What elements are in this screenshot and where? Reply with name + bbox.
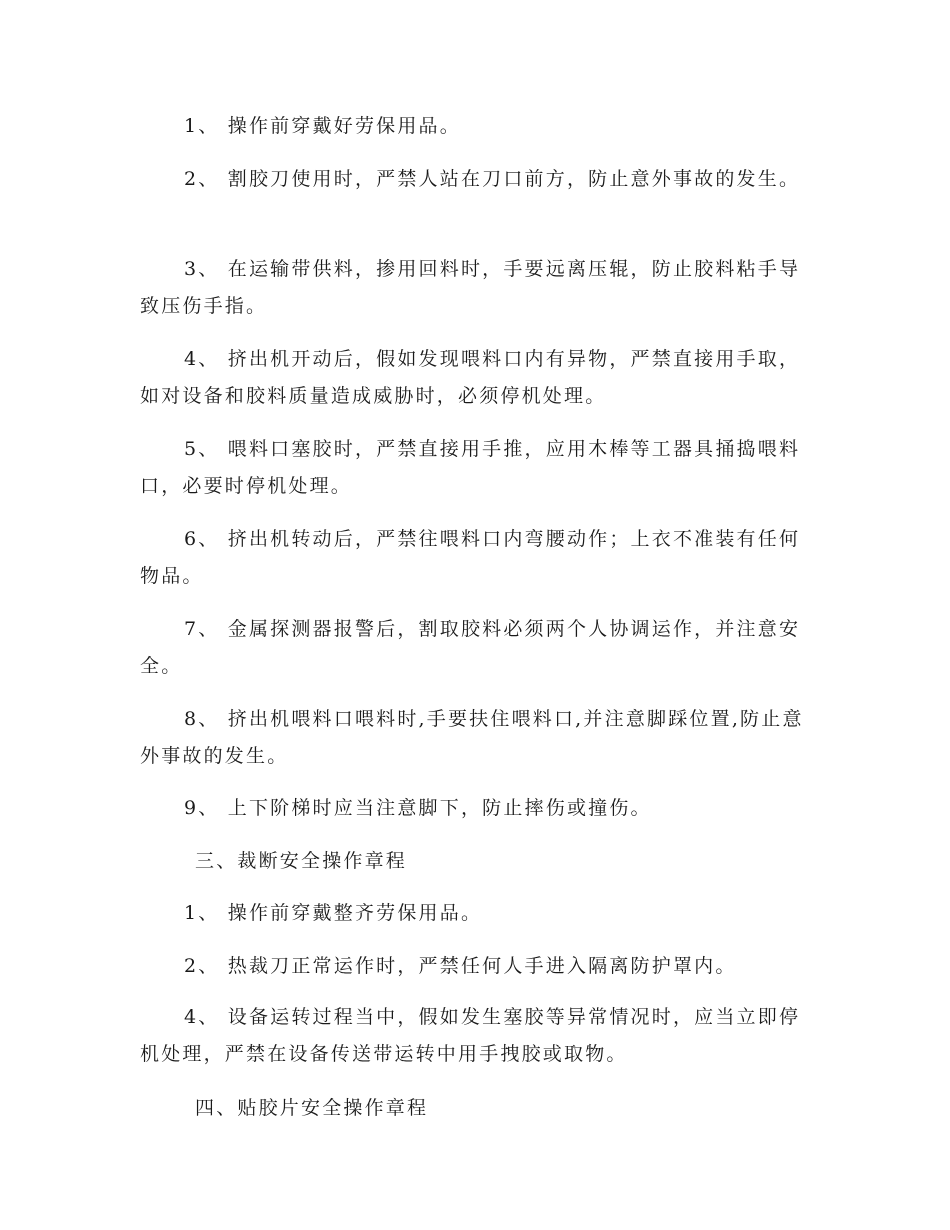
item-number: 1、 — [184, 115, 220, 137]
item-number: 9、 — [184, 797, 220, 819]
list-item — [140, 161, 810, 198]
item-number: 3、 — [184, 258, 220, 280]
item-number: 5、 — [184, 438, 220, 460]
item-text: 操作前穿戴整齐劳保用品。 — [219, 902, 483, 924]
item-text: 热裁刀正常运作时，严禁任何人手进入隔离防护罩内。 — [219, 955, 737, 977]
list-item — [140, 999, 810, 1073]
item-text: 挤出机开动后，假如发现喂料口内有异物，严禁直接用手取，如对设备和胶料质量造成威胁时，必须停机处理。 — [140, 348, 801, 407]
section-heading: 四、贴胶片安全操作章程 — [195, 1097, 429, 1119]
list-item — [140, 341, 810, 415]
item-number: 7、 — [184, 618, 220, 640]
item-number: 1、 — [184, 902, 220, 924]
item-text: 操作前穿戴好劳保用品。 — [219, 115, 461, 137]
list-item — [140, 431, 810, 505]
item-text: 挤出机转动后，严禁往喂料口内弯腰动作；上衣不准装有任何物品。 — [140, 528, 801, 587]
list-item — [140, 701, 810, 775]
item-number: 2、 — [184, 168, 220, 190]
list-item — [140, 521, 810, 595]
item-number: 8、 — [184, 708, 220, 730]
list-item — [140, 108, 810, 145]
item-text: 喂料口塞胶时，严禁直接用手推，应用木棒等工器具捅捣喂料口，必要时停机处理。 — [140, 438, 801, 497]
item-number: 4、 — [184, 1006, 220, 1028]
item-text: 设备运转过程当中，假如发生塞胶等异常情况时，应当立即停机处理，严禁在设备传送带运转中用手拽胶或取物。 — [140, 1006, 801, 1065]
list-item — [140, 790, 810, 827]
section-heading: 三、裁断安全操作章程 — [195, 850, 408, 872]
item-text: 挤出机喂料口喂料时,手要扶住喂料口,并注意脚踩位置,防止意外事故的发生。 — [140, 708, 804, 767]
list-item — [140, 611, 810, 685]
list-item — [140, 895, 810, 932]
item-text: 在运输带供料，掺用回料时，手要远离压辊，防止胶料粘手导致压伤手指。 — [140, 258, 801, 317]
list-item — [140, 948, 810, 985]
list-item — [140, 251, 810, 325]
item-number: 6、 — [184, 528, 220, 550]
item-text: 上下阶梯时应当注意脚下，防止摔伤或撞伤。 — [219, 797, 652, 819]
item-text: 割胶刀使用时，严禁人站在刀口前方，防止意外事故的发生。 — [219, 168, 801, 190]
item-number: 4、 — [184, 348, 220, 370]
item-text: 金属探测器报警后，割取胶料必须两个人协调运作，并注意安全。 — [140, 618, 801, 677]
item-number: 2、 — [184, 955, 220, 977]
